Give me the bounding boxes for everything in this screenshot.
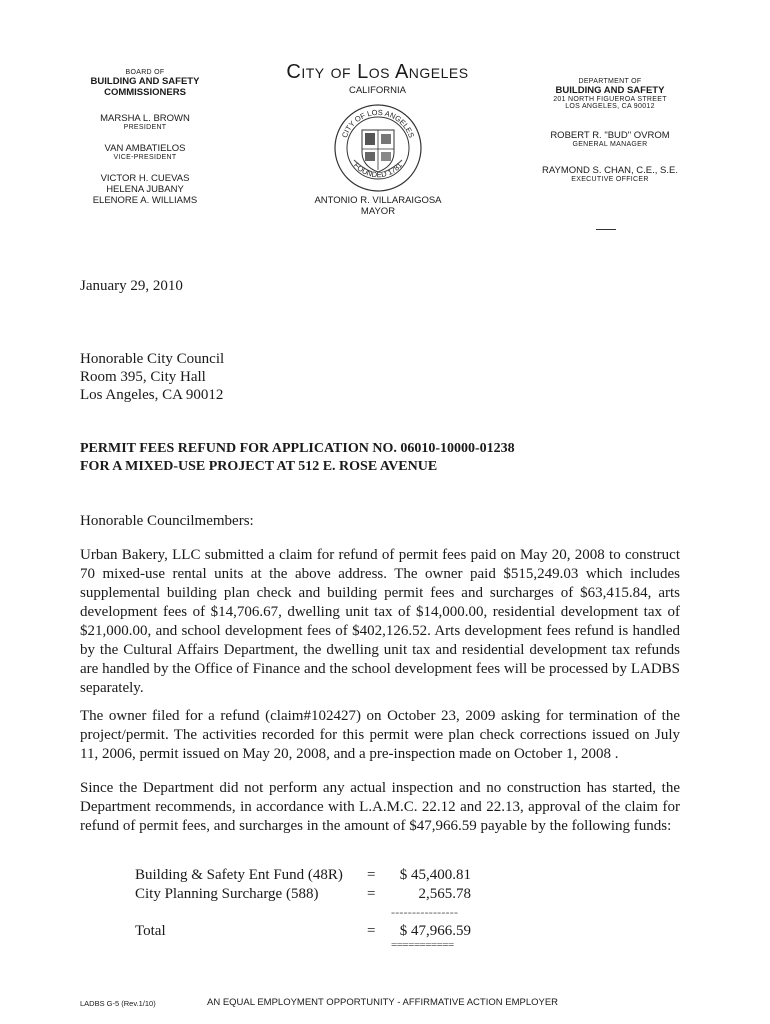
footer-slogan: AN EQUAL EMPLOYMENT OPPORTUNITY - AFFIRMATIVE ACTION EMPLOYER (207, 997, 559, 1008)
city-title: City of Los Angeles (286, 61, 469, 83)
total-double-rule: =========== (391, 939, 454, 951)
subtotal-dashes: ---------------- (391, 905, 459, 919)
subtotal-rule-row (135, 905, 485, 923)
total-amount: $ 47,966.59 (399, 923, 471, 939)
dept-divider (596, 229, 616, 230)
fund-name: City Planning Surcharge (588) (135, 886, 319, 902)
paragraph-1: Urban Bakery, LLC submitted a claim for refund of permit fees paid on May 20, 2008 to construct 70 mixed-use rental units at the above address. The owner paid $515,249.03 which includes supplemental building plan check and building permit fees and surcharges of $63,415.84, arts development fees of $14,706.67, dwelling unit tax of $14,000.00, residential development tax of $21,000.00, and school development fees of $402,126.52. Arts development fees refund is handled by the Cultural Affairs Department, the dwelling unit tax and residential development tax refunds are handled by the Office of Finance and the school development fees will be processed by LADBS separately. (80, 547, 680, 696)
dept-city: LOS ANGELES, CA 90012 (565, 103, 655, 110)
dept-exec-title: EXECUTIVE OFFICER (571, 176, 649, 183)
board-president-name: MARSHA L. BROWN (100, 113, 190, 124)
board-vice-title: VICE-PRESIDENT (113, 154, 177, 161)
total-rule-row (135, 939, 485, 956)
paragraph-2: The owner filed for a refund (claim#102427) on October 23, 2009 asking for termination of the project/permit. The activities recorded for this permit were plan check corrections issued on July 11, 2006, permit issued on May 20, 2008, and a pre-inspection made on October 1, 2008 . (80, 708, 680, 762)
mayor-title: MAYOR (360, 206, 396, 217)
board-label: BOARD OF (125, 69, 165, 76)
board-member: ELENORE A. WILLIAMS (92, 195, 198, 206)
fund-amount: 2,565.78 (418, 886, 471, 902)
seal-text-bottom: FOUNDED 1781 (352, 160, 404, 180)
address-line: Honorable City Council (80, 351, 225, 367)
fund-row (135, 886, 485, 905)
fund-equals: = (367, 867, 376, 883)
city-seal (332, 102, 424, 194)
form-id: LADBS G-5 (Rev.1/10) (80, 999, 156, 1008)
dept-exec-name: RAYMOND S. CHAN, C.E., S.E. (541, 165, 678, 176)
subject-block (80, 440, 515, 476)
recipient-address (80, 350, 224, 404)
subject-line: FOR A MIXED-USE PROJECT AT 512 E. ROSE AVENUE (80, 459, 438, 474)
mayor-block (290, 195, 466, 217)
mayor-name: ANTONIO R. VILLARAIGOSA (314, 195, 442, 206)
board-block (80, 69, 210, 206)
letter-date: January 29, 2010 (80, 278, 183, 294)
total-equals: = (367, 923, 376, 939)
dept-label: DEPARTMENT OF (578, 78, 642, 85)
dept-street: 201 NORTH FIGUEROA STREET (553, 96, 667, 103)
seal-text-top: CITY OF LOS ANGELES (339, 107, 417, 139)
paragraph-3: Since the Department did not perform any actual inspection and no construction has started, the Department recommends, in accordance with L.A.M.C. 22.12 and 22.13, approval of the claim for refund of permit fees, and surcharges in the amount of $47,966.59 payable by the following funds: (80, 780, 680, 834)
dept-gm-title: GENERAL MANAGER (572, 141, 648, 148)
fund-name: Building & Safety Ent Fund (48R) (135, 867, 343, 883)
fund-amount: $ 45,400.81 (399, 867, 471, 883)
board-name-line1: BUILDING AND SAFETY (90, 76, 200, 87)
dept-gm-name: ROBERT R. "BUD" OVROM (550, 130, 670, 141)
salutation: Honorable Councilmembers: (80, 513, 254, 529)
total-label: Total (135, 923, 166, 939)
dept-name: BUILDING AND SAFETY (555, 85, 665, 96)
board-member: VICTOR H. CUEVAS (100, 173, 190, 184)
board-president-title: PRESIDENT (123, 124, 167, 131)
fund-row (135, 867, 485, 886)
department-block (525, 78, 695, 183)
state-label: CALIFORNIA (348, 85, 406, 96)
funds-table (135, 867, 485, 956)
board-member: HELENA JUBANY (106, 184, 184, 195)
address-line: Los Angeles, CA 90012 (80, 387, 224, 403)
address-line: Room 395, City Hall (80, 369, 206, 385)
subject-line: PERMIT FEES REFUND FOR APPLICATION NO. 06010-10000-01238 (80, 441, 515, 456)
board-vice-name: VAN AMBATIELOS (104, 143, 186, 154)
fund-equals: = (367, 886, 376, 902)
city-block (250, 60, 505, 96)
board-name-line2: COMMISSIONERS (104, 87, 186, 98)
